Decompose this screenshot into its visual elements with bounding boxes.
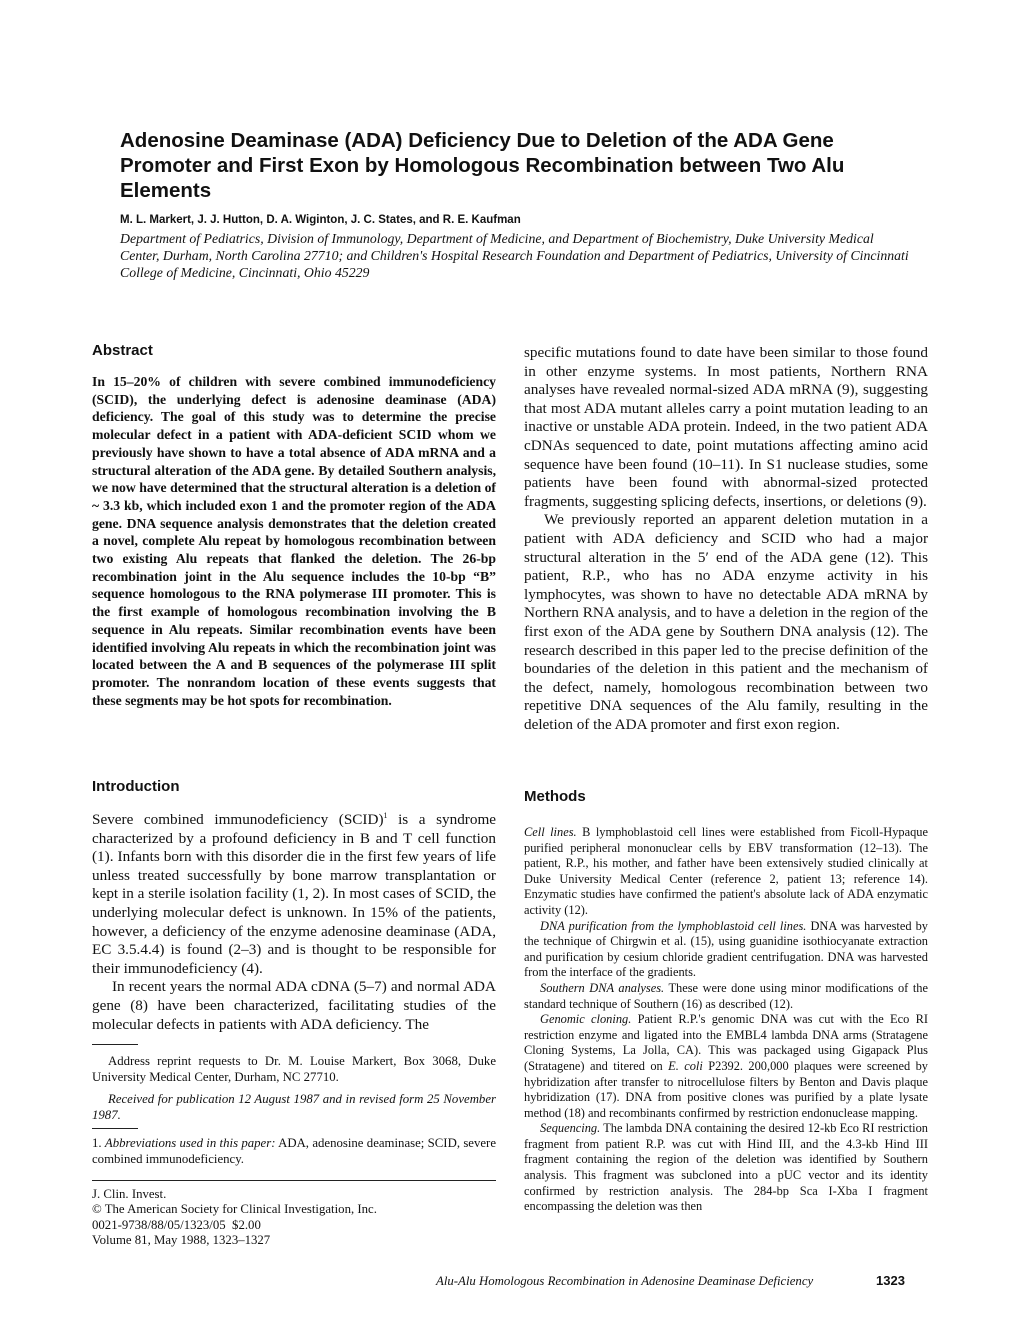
subsection-label: Sequencing. xyxy=(540,1121,601,1136)
issn: 0021-9738/88/05/1323/05 $2.00 xyxy=(92,1217,261,1232)
introduction-continued xyxy=(524,344,928,734)
footnote-marker: 1 xyxy=(383,810,388,820)
reprint-address: Address reprint requests to Dr. M. Louise Markert, Box 3068, Duke University Medical Center, Durham, NC 27710. xyxy=(92,1054,496,1084)
abstract-text: In 15–20% of children with severe combined immunodeficiency (SCID), the underlying defect is adenosine deaminase (ADA) deficiency. The goal of this study was to determine the precise molecular defect in a patient with ADA-deficient SCID whom we previously have shown to have a total absence of ADA mRNA and a structural alteration of the ADA gene. By detailed Southern analysis, we now have determined that the structural alteration is a deletion of ~ 3.3 kb, which included exon 1 and the promoter region of the ADA gene. DNA sequence analysis demonstrates that the deletion created a novel, complete Alu repeat by homologous recombination between two existing Alu repeats that flanked the deletion. The 26-bp recombination joint in the Alu sequence includes the 10-bp “B” sequence homologous to the RNA polymerase III promoter. This is the first example of homologous recombination involving the B sequence in Alu repeats. Similar recombination events have been identified involving Alu repeats in which the recombination joint was located between the A and B sequences of the polymerase III split promoter. The nonrandom location of these events suggests that these segments may be hot spots for recombination. xyxy=(92,374,496,708)
methods-paragraph xyxy=(524,919,928,981)
methods-section xyxy=(524,788,928,1215)
organism-name: E. coli xyxy=(668,1058,703,1073)
paragraph-text: Patient R.P.'s genomic DNA was cut with the Eco RI restriction enzyme and ligated into the EMBL4 lambda DNA arms (Stratagene Cloning Systems, La Jolla, CA). This was packaged using Gigapack Plus (Stratagene) and titered on xyxy=(524,1012,928,1073)
abstract-heading: Abstract xyxy=(92,342,153,359)
volume-info: Volume 81, May 1988, 1323–1327 xyxy=(92,1233,271,1248)
subsection-label: Southern DNA analyses. xyxy=(540,980,665,995)
introduction-heading: Introduction xyxy=(92,778,180,795)
page-number: 1323 xyxy=(876,1273,905,1288)
abbreviations-footnote xyxy=(92,1135,496,1167)
abstract-section xyxy=(92,342,496,709)
intro-text-rest: is a syndrome characterized by a profound deficiency in B and T cell function (1). Infants born with this disorder die in the first few years of life unless treated successfully by bone marrow transplantation or kept in a sterile isolation facility (1, 2). In most cases of SCID, the underlying molecular defect is unknown. In 15% of the patients, however, a deficiency of the enzyme adenosine deaminase (ADA, EC 3.5.4.4) is found (2–3) and is thought to be responsible for their immunodeficiency (4). xyxy=(92,811,496,977)
introduction-paragraph: We previously reported an apparent deletion mutation in a patient with ADA deficiency and SCID who had a major structural alteration in the 5′ end of the ADA gene (12). This patient, R.P., who has no ADA enzyme activity in his lymphocytes, was shown to have no detectable ADA mRNA by Northern RNA analysis, and to have a deletion in the region of the first exon of the ADA gene by Southern DNA analysis (12). The research described in this paper led to the precise definition of the boundaries of the deletion in this patient and the mechanism of the defect, namely, homologous recombination between two repetitive DNA sequences of the Alu family, resulting in the deletion of the ADA promoter and first exon region. xyxy=(524,511,928,733)
abbreviations-text: ADA, adenosine deaminase; SCID, severe combined immunodeficiency. xyxy=(92,1136,497,1166)
paragraph-text: These were done using minor modifications of the standard technique of Southern (16) as described (12). xyxy=(524,980,928,1011)
subsection-label: Cell lines. xyxy=(524,825,577,839)
methods-heading: Methods xyxy=(524,788,586,805)
footnotes xyxy=(92,1053,496,1123)
citation-block xyxy=(92,1187,496,1249)
methods-paragraph xyxy=(524,1121,928,1215)
paragraph-text: B lymphoblastoid cell lines were established from Ficoll-Hypaque purified peripheral mononuclear cells by EBV transformation (12–13). The patient, R.P., his mother, and father have been extensively studied clinically at Duke University Medical Center (reference 2, patient 13; reference 14). Enzymatic studies have confirmed the patient's absolute lack of ADA enzymatic activity (12). xyxy=(524,825,928,917)
methods-paragraph xyxy=(524,981,928,1012)
author-list: M. L. Markert, J. J. Hutton, D. A. Wiginton, J. C. States, and R. E. Kaufman xyxy=(120,214,521,226)
article-title: Adenosine Deaminase (ADA) Deficiency Due to Deletion of the ADA Gene Promoter and First Exon by Homologous Recombination between Two Alu Elements xyxy=(120,129,845,202)
footnote-rule xyxy=(92,1128,138,1129)
methods-paragraph xyxy=(524,825,928,919)
footnote-rule xyxy=(92,1044,138,1045)
paragraph-text: P2392. 200,000 plaques were screened by hybridization after transfer to nitrocellulose filters by Benton and Davis plaque hybridization (17). DNA from positive clones was purified by a plate lysate method (18) and recombinants confirmed by restriction endonuclease mapping. xyxy=(524,1058,928,1120)
introduction-paragraph: specific mutations found to date have been similar to those found in other enzyme systems. In most patients, Northern RNA analyses have revealed normal-sized ADA mRNA (9), suggesting that most ADA mutant alleles carry a point mutation leading to an inactive or unstable ADA protein. Indeed, in the two patient ADA cDNAs sequenced to date, point mutations affecting amino acid sequence have been found (10–11). In S1 nuclease studies, some patients have been found with abnormal-sized protected fragments, suggesting splicing defects, insertions, or deletions (9). xyxy=(524,344,928,510)
intro-text-start: Severe combined immunodeficiency (SCID) xyxy=(92,811,384,828)
introduction-paragraph: In recent years the normal ADA cDNA (5–7) and normal ADA gene (8) have been characterized, facilitating studies of the molecular defects in patients with ADA deficiency. The xyxy=(92,978,496,1033)
copyright: © The American Society for Clinical Investigation, Inc. xyxy=(92,1202,377,1217)
introduction-paragraph xyxy=(92,811,496,978)
journal-name: J. Clin. Invest. xyxy=(92,1187,167,1201)
running-footer: Alu-Alu Homologous Recombination in Adenosine Deaminase Deficiency xyxy=(436,1274,814,1288)
paragraph-text: DNA was harvested by the technique of Chirgwin et al. (15), using guanidine isothiocyanate extraction and purification by cesium chloride gradient centrifugation. DNA was harvested from the interface of the gradients. xyxy=(524,918,929,980)
introduction-section xyxy=(92,778,496,1034)
paragraph-text: The lambda DNA containing the desired 12-kb Eco RI restriction fragment from patient R.P. was cut with Hind III, and the 4.3-kb Hind III fragment containing the region of the deletion was identified by Southern analysis. This fragment was subcloned into a pUC vector and its identity confirmed by restriction analysis. The 284-bp Sca I-Xba I fragment encompassing the deletion was then xyxy=(524,1121,928,1214)
affiliation: Department of Pediatrics, Division of Immunology, Department of Medicine, and Department of Biochemistry, Duke University Medical Center, Durham, North Carolina 27710; and Children's Hospital Research Foundation and Department of Pediatrics, University of Cincinnati College of Medicine, Cincinnati, Ohio 45229 xyxy=(120,231,909,280)
footnote-number: 1. xyxy=(92,1136,105,1150)
citation-rule xyxy=(92,1180,496,1181)
methods-paragraph xyxy=(524,1012,928,1121)
subsection-label: Genomic cloning. xyxy=(540,1012,632,1027)
received-date: Received for publication 12 August 1987 and in revised form 25 November 1987. xyxy=(92,1092,496,1122)
subsection-label: DNA purification from the lymphoblastoid cell lines. xyxy=(540,918,807,933)
abbreviations-label: Abbreviations used in this paper: xyxy=(104,1136,276,1150)
